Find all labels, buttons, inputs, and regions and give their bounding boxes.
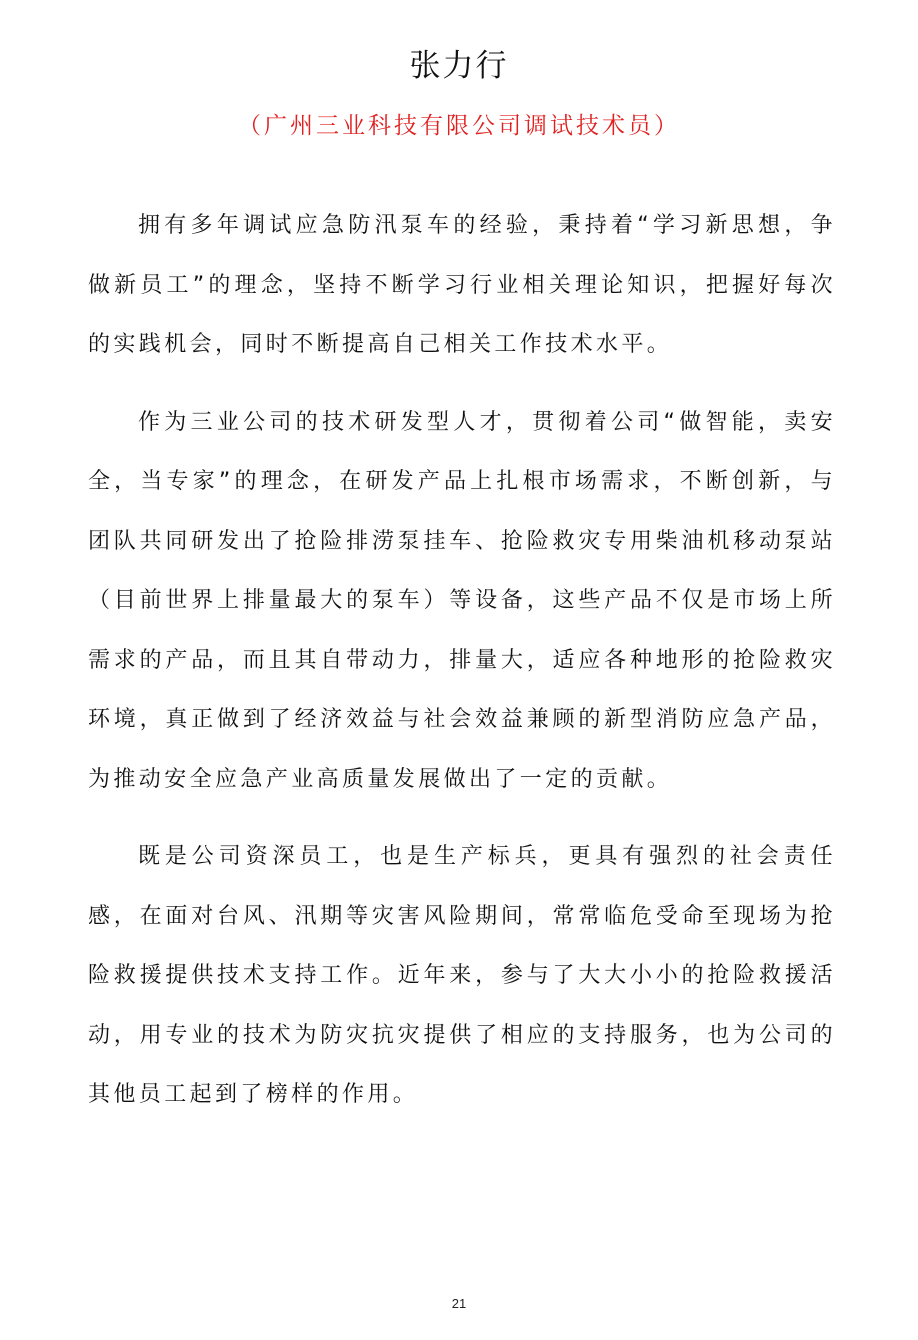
page-subtitle: （广州三业科技有限公司调试技术员）	[238, 113, 680, 139]
paragraph-experience: 拥有多年调试应急防汛泵车的经验，秉持着“学习新思想，争做新员工”的理念，坚持不断学习行业相关理论知识，把握好每次的实践机会，同时不断提高自己相关工作技术水平。	[88, 213, 836, 357]
body-text	[88, 196, 836, 1143]
page-number: 21	[451, 1296, 467, 1311]
paragraph-responsibility: 既是公司资深员工，也是生产标兵，更具有强烈的社会责任感，在面对台风、汛期等灾害风险期间，常常临危受命至现场为抢险救援提供技术支持工作。近年来，参与了大大小小的抢险救援活动，用专业的技术为防灾抗灾提供了相应的支持服务，也为公司的其他员工起到了榜样的作用。	[88, 844, 836, 1107]
paragraph-research: 作为三业公司的技术研发型人才，贯彻着公司“做智能，卖安全，当专家”的理念，在研发产品上扎根市场需求，不断创新，与团队共同研发出了抢险排涝泵挂车、抢险救灾专用柴油机移动泵站（目前世界上排量最大的泵车）等设备，这些产品不仅是市场上所需求的产品，而且其自带动力，排量大，适应各种地形的抢险救灾环境，真正做到了经济效益与社会效益兼顾的新型消防应急产品，为推动安全应急产业高质量发展做出了一定的贡献。	[88, 409, 836, 792]
page-title: 张力行	[409, 48, 509, 84]
